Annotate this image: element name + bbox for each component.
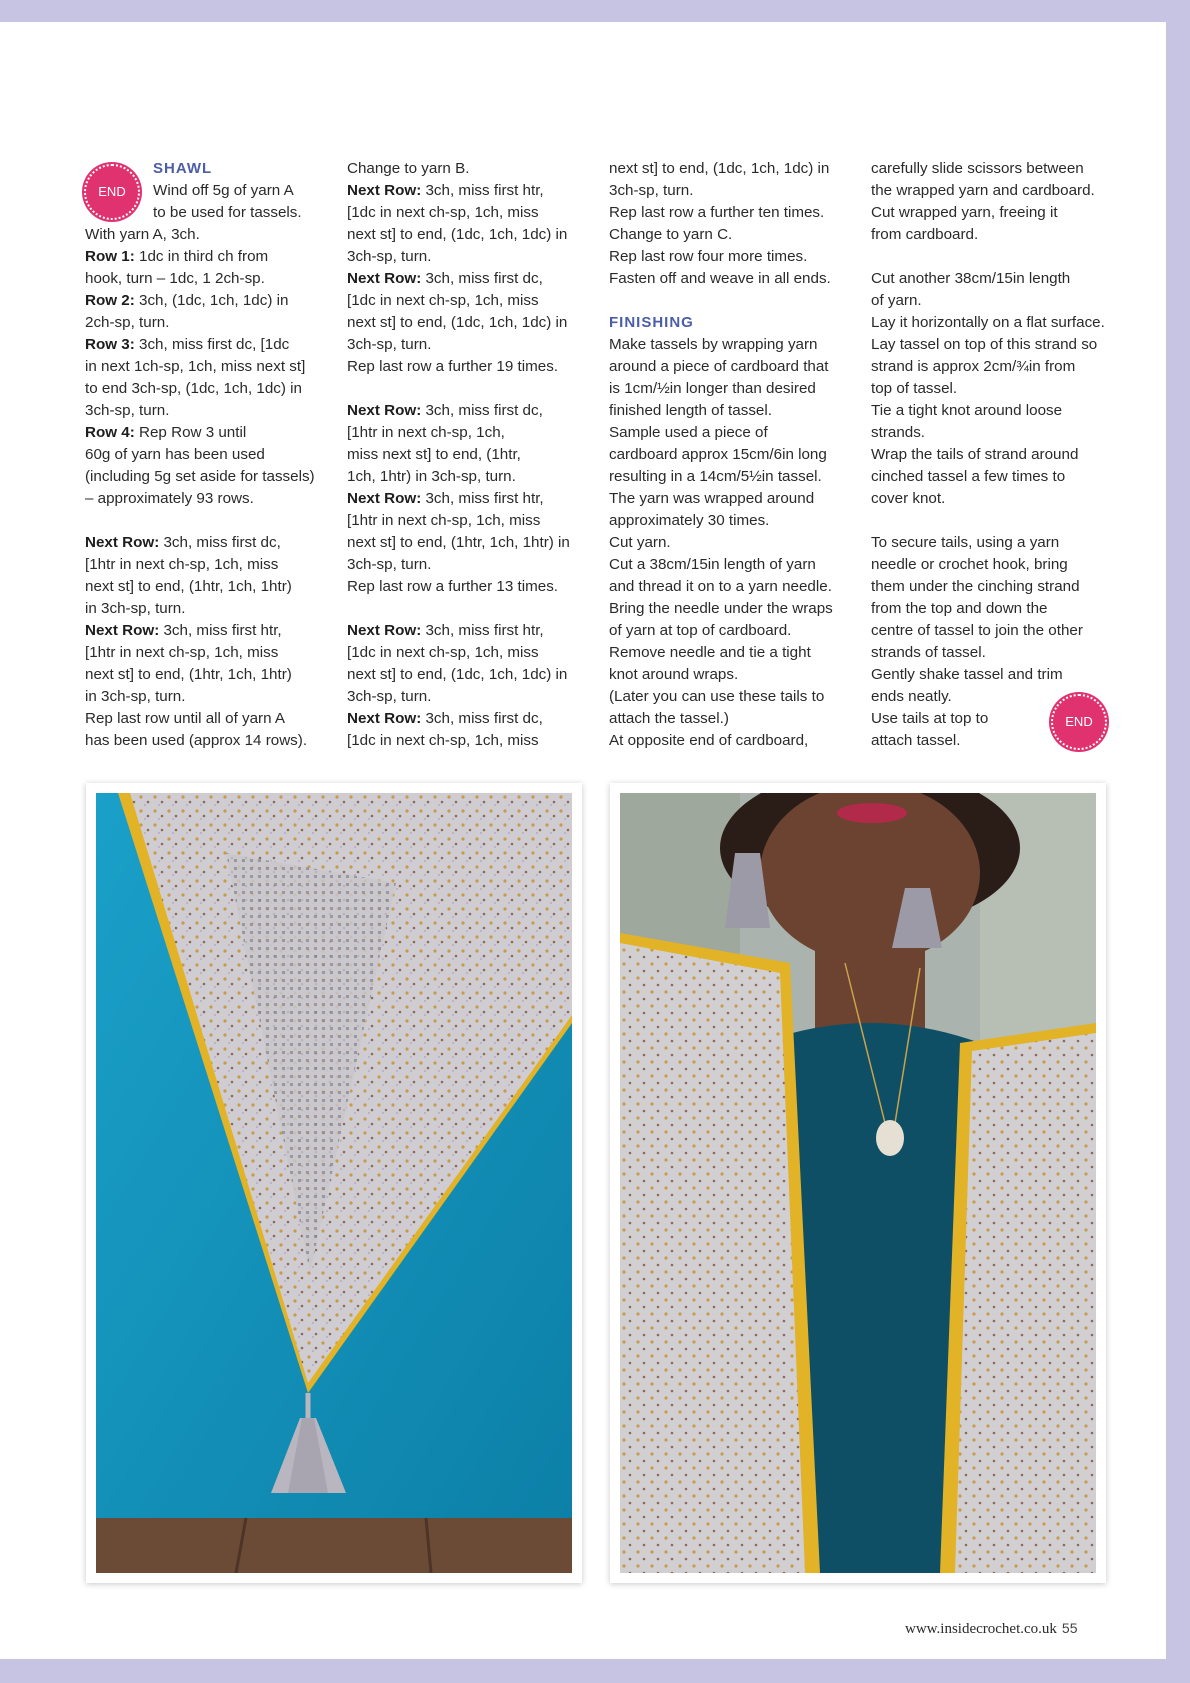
text-line — [609, 664, 849, 686]
paragraph-spacer — [609, 290, 849, 312]
line-text: centre of tassel to join the other — [871, 622, 1083, 639]
text-line — [871, 686, 1111, 708]
line-text: 3ch, miss first htr, — [159, 622, 282, 639]
text-line — [85, 664, 325, 686]
line-text: The yarn was wrapped around — [609, 490, 815, 507]
line-text: 3ch, miss first dc, [1dc — [134, 336, 290, 353]
text-line — [85, 686, 325, 708]
text-line — [871, 268, 1111, 290]
line-text: [1dc in next ch-sp, 1ch, miss — [347, 732, 539, 749]
line-text: Make tassels by wrapping yarn — [609, 336, 818, 353]
line-text: miss next st] to end, (1htr, — [347, 446, 521, 463]
section-heading: FINISHING — [609, 314, 694, 331]
line-text: to be used for tassels. — [153, 204, 302, 221]
line-text: Remove needle and tie a tight — [609, 644, 811, 661]
line-text: Sample used a piece of — [609, 424, 768, 441]
text-line — [609, 180, 849, 202]
text-line — [85, 444, 325, 466]
text-line — [871, 356, 1111, 378]
text-line — [347, 312, 587, 334]
row-label: Next Row: — [347, 622, 422, 639]
model-wearing-shawl-photo — [620, 793, 1096, 1573]
text-line — [347, 268, 587, 290]
paragraph-spacer — [347, 378, 587, 400]
text-line — [347, 356, 587, 378]
text-line — [609, 598, 849, 620]
text-line — [871, 642, 1111, 664]
text-line — [85, 598, 325, 620]
line-text: 1ch, 1htr) in 3ch-sp, turn. — [347, 468, 516, 485]
line-text: attach tassel. — [871, 732, 961, 749]
shawl-flat-photo — [96, 793, 572, 1573]
line-text: [1htr in next ch-sp, 1ch, miss — [85, 556, 279, 573]
line-text: next st] to end, (1htr, 1ch, 1htr) — [85, 578, 292, 595]
line-text: cardboard approx 15cm/6in long — [609, 446, 827, 463]
text-line — [871, 708, 1111, 730]
line-text: Wind off 5g of yarn A — [153, 182, 294, 199]
text-line — [85, 356, 325, 378]
line-text: 3ch-sp, turn. — [85, 402, 170, 419]
line-text: 3ch, miss first dc, — [159, 534, 281, 551]
line-text: Lay tassel on top of this strand so — [871, 336, 1098, 353]
text-line — [609, 158, 849, 180]
text-line — [347, 554, 587, 576]
text-line — [85, 268, 325, 290]
line-text: to end 3ch-sp, (1dc, 1ch, 1dc) in — [85, 380, 302, 397]
line-text: in 3ch-sp, turn. — [85, 688, 186, 705]
line-text: [1htr in next ch-sp, 1ch, miss — [85, 644, 279, 661]
section-heading-shawl: SHAWL — [153, 160, 213, 177]
text-line — [347, 422, 587, 444]
line-text: [1dc in next ch-sp, 1ch, miss — [347, 204, 539, 221]
line-text: strand is approx 2cm/¾in from — [871, 358, 1076, 375]
line-text: in 3ch-sp, turn. — [85, 600, 186, 617]
text-line — [85, 620, 325, 642]
line-text: Rep last row until all of yarn A — [85, 710, 286, 727]
text-line — [85, 422, 325, 444]
text-column-2 — [347, 158, 587, 752]
text-line — [871, 664, 1111, 686]
line-text: from cardboard. — [871, 226, 979, 243]
line-text: 3ch-sp, turn. — [347, 336, 432, 353]
line-text: 3ch-sp, turn. — [609, 182, 694, 199]
row-label: Row 2: — [85, 292, 135, 309]
photo-frame-shawl-flat — [86, 783, 582, 1583]
text-line — [85, 378, 325, 400]
line-text: Change to yarn B. — [347, 160, 470, 177]
line-text: next st] to end, (1dc, 1ch, 1dc) in — [347, 314, 568, 331]
footer — [905, 1620, 1077, 1638]
row-label: Row 3: — [85, 336, 135, 353]
line-text: (Later you can use these tails to — [609, 688, 825, 705]
text-line — [871, 554, 1111, 576]
text-line — [85, 334, 325, 356]
text-line — [347, 290, 587, 312]
text-line — [347, 180, 587, 202]
page-border-bottom — [0, 1659, 1190, 1683]
line-text: in next 1ch-sp, 1ch, miss next st] — [85, 358, 306, 375]
row-label: Next Row: — [347, 270, 422, 287]
paragraph-spacer — [347, 598, 587, 620]
text-line — [871, 312, 1111, 334]
line-text: next st] to end, (1dc, 1ch, 1dc) in — [609, 160, 830, 177]
text-line — [609, 268, 849, 290]
text-line — [609, 730, 849, 752]
text-line — [85, 224, 325, 246]
line-text: is 1cm/½in longer than desired — [609, 380, 816, 397]
text-line — [871, 444, 1111, 466]
text-line — [609, 642, 849, 664]
line-text: attach the tassel.) — [609, 710, 729, 727]
row-label: Next Row: — [347, 710, 422, 727]
text-line — [85, 400, 325, 422]
text-line — [609, 466, 849, 488]
line-text: cinched tassel a few times to — [871, 468, 1066, 485]
paragraph-spacer — [871, 510, 1111, 532]
text-line — [609, 708, 849, 730]
line-text: Gently shake tassel and trim — [871, 666, 1063, 683]
line-text: them under the cinching strand — [871, 578, 1080, 595]
line-text: Lay it horizontally on a flat surface. — [871, 314, 1105, 331]
line-text: 2ch-sp, turn. — [85, 314, 170, 331]
page-number: 55 — [1061, 1620, 1078, 1636]
text-line — [85, 532, 325, 554]
text-line — [347, 488, 587, 510]
line-text: 3ch, miss first dc, — [421, 270, 543, 287]
text-line — [609, 444, 849, 466]
text-line — [871, 378, 1111, 400]
text-line — [871, 334, 1111, 356]
row-label: Next Row: — [85, 622, 160, 639]
line-text: 1dc in third ch from — [134, 248, 269, 265]
text-line — [85, 730, 325, 752]
text-line — [85, 290, 325, 312]
text-line — [347, 510, 587, 532]
line-text: At opposite end of cardboard, — [609, 732, 809, 749]
line-text: – approximately 93 rows. — [85, 490, 254, 507]
text-line — [347, 202, 587, 224]
text-line — [609, 532, 849, 554]
line-text: Rep last row a further 13 times. — [347, 578, 559, 595]
row-label: Next Row: — [347, 402, 422, 419]
text-line — [871, 290, 1111, 312]
text-line — [871, 532, 1111, 554]
text-line — [609, 246, 849, 268]
text-line — [609, 488, 849, 510]
text-line — [347, 642, 587, 664]
line-text: [1htr in next ch-sp, 1ch, miss — [347, 512, 541, 529]
line-text: has been used (approx 14 rows). — [85, 732, 308, 749]
line-text: needle or crochet hook, bring — [871, 556, 1068, 573]
row-label: Next Row: — [85, 534, 160, 551]
line-text: Rep Row 3 until — [134, 424, 247, 441]
text-line — [609, 356, 849, 378]
text-line — [85, 312, 325, 334]
text-line — [347, 444, 587, 466]
row-label: Next Row: — [347, 490, 422, 507]
text-line — [347, 246, 587, 268]
line-text: carefully slide scissors between — [871, 160, 1084, 177]
text-line — [871, 422, 1111, 444]
text-line — [347, 466, 587, 488]
text-line — [609, 378, 849, 400]
row-label: Next Row: — [347, 182, 422, 199]
line-text: the wrapped yarn and cardboard. — [871, 182, 1095, 199]
line-text: of yarn at top of cardboard. — [609, 622, 792, 639]
text-line — [85, 576, 325, 598]
line-text: finished length of tassel. — [609, 402, 772, 419]
text-line — [609, 224, 849, 246]
line-text: hook, turn – 1dc, 1 2ch-sp. — [85, 270, 265, 287]
text-line — [871, 202, 1111, 224]
text-column-1 — [85, 158, 325, 752]
text-line — [871, 730, 1111, 752]
line-text: of yarn. — [871, 292, 922, 309]
line-text: Rep last row four more times. — [609, 248, 808, 265]
line-text: strands of tassel. — [871, 644, 986, 661]
text-line — [85, 488, 325, 510]
text-line — [347, 334, 587, 356]
text-line — [347, 708, 587, 730]
text-line — [609, 510, 849, 532]
line-text: Cut another 38cm/15in length — [871, 270, 1071, 287]
line-text: Wrap the tails of strand around — [871, 446, 1079, 463]
text-line — [85, 202, 325, 224]
text-line — [347, 532, 587, 554]
line-text: 3ch-sp, turn. — [347, 248, 432, 265]
text-line — [871, 620, 1111, 642]
text-line — [85, 466, 325, 488]
line-text: [1dc in next ch-sp, 1ch, miss — [347, 292, 539, 309]
text-line — [609, 334, 849, 356]
line-text: [1htr in next ch-sp, 1ch, — [347, 424, 505, 441]
text-line — [347, 686, 587, 708]
text-line — [347, 620, 587, 642]
text-line — [609, 422, 849, 444]
text-line — [609, 686, 849, 708]
text-line — [85, 180, 325, 202]
row-label: Row 4: — [85, 424, 135, 441]
photo-frame-model — [610, 783, 1106, 1583]
text-line — [347, 400, 587, 422]
text-line — [871, 180, 1111, 202]
text-line — [871, 400, 1111, 422]
line-text: 3ch, miss first htr, — [421, 490, 544, 507]
line-text: Rep last row a further ten times. — [609, 204, 825, 221]
line-text: ends neatly. — [871, 688, 952, 705]
end-badge-end: END — [1051, 694, 1107, 750]
line-text: Rep last row a further 19 times. — [347, 358, 559, 375]
line-text: (including 5g set aside for tassels) — [85, 468, 315, 485]
line-text: [1dc in next ch-sp, 1ch, miss — [347, 644, 539, 661]
line-text: 60g of yarn has been used — [85, 446, 265, 463]
line-text: Change to yarn C. — [609, 226, 733, 243]
text-line — [347, 158, 587, 180]
line-text: 3ch, miss first htr, — [421, 622, 544, 639]
row-label: Row 1: — [85, 248, 135, 265]
line-text: next st] to end, (1dc, 1ch, 1dc) in — [347, 666, 568, 683]
line-text: next st] to end, (1htr, 1ch, 1htr) in — [347, 534, 570, 551]
text-column-3 — [609, 158, 849, 752]
line-text: next st] to end, (1htr, 1ch, 1htr) — [85, 666, 292, 683]
line-text: With yarn A, 3ch. — [85, 226, 200, 243]
text-line — [85, 642, 325, 664]
text-line — [871, 488, 1111, 510]
line-text: knot around wraps. — [609, 666, 739, 683]
line-text: next st] to end, (1dc, 1ch, 1dc) in — [347, 226, 568, 243]
line-text: Tie a tight knot around loose — [871, 402, 1063, 419]
text-line — [871, 576, 1111, 598]
text-line — [85, 554, 325, 576]
text-line — [609, 202, 849, 224]
line-text: To secure tails, using a yarn — [871, 534, 1060, 551]
text-line — [609, 620, 849, 642]
line-text: resulting in a 14cm/5½in tassel. — [609, 468, 822, 485]
text-line — [609, 554, 849, 576]
text-line — [347, 730, 587, 752]
text-line — [871, 224, 1111, 246]
line-text: Cut a 38cm/15in length of yarn — [609, 556, 816, 573]
footer-website-link[interactable]: www.insidecrochet.co.uk — [905, 1621, 1057, 1637]
line-text: 3ch-sp, turn. — [347, 688, 432, 705]
line-text: cover knot. — [871, 490, 946, 507]
end-badge-start: END — [84, 164, 140, 220]
line-text: Bring the needle under the wraps — [609, 600, 833, 617]
text-line — [347, 224, 587, 246]
text-line — [85, 246, 325, 268]
text-column-4 — [871, 158, 1111, 752]
text-line — [609, 400, 849, 422]
text-line — [347, 664, 587, 686]
text-line — [871, 466, 1111, 488]
line-text: approximately 30 times. — [609, 512, 770, 529]
line-text: from the top and down the — [871, 600, 1048, 617]
text-line — [871, 598, 1111, 620]
line-text: 3ch, miss first dc, — [421, 710, 543, 727]
line-text: Cut wrapped yarn, freeing it — [871, 204, 1058, 221]
line-text: top of tassel. — [871, 380, 958, 397]
line-text: Fasten off and weave in all ends. — [609, 270, 831, 287]
line-text: 3ch-sp, turn. — [347, 556, 432, 573]
text-line — [85, 708, 325, 730]
line-text: 3ch, miss first htr, — [421, 182, 544, 199]
paragraph-spacer — [871, 246, 1111, 268]
text-line — [871, 158, 1111, 180]
line-text: around a piece of cardboard that — [609, 358, 829, 375]
paragraph-spacer — [85, 510, 325, 532]
line-text: and thread it on to a yarn needle. — [609, 578, 832, 595]
line-text: 3ch, (1dc, 1ch, 1dc) in — [134, 292, 289, 309]
text-line — [609, 576, 849, 598]
line-text: Use tails at top to — [871, 710, 989, 727]
line-text: Cut yarn. — [609, 534, 671, 551]
line-text: strands. — [871, 424, 926, 441]
text-line — [347, 576, 587, 598]
line-text: 3ch, miss first dc, — [421, 402, 543, 419]
